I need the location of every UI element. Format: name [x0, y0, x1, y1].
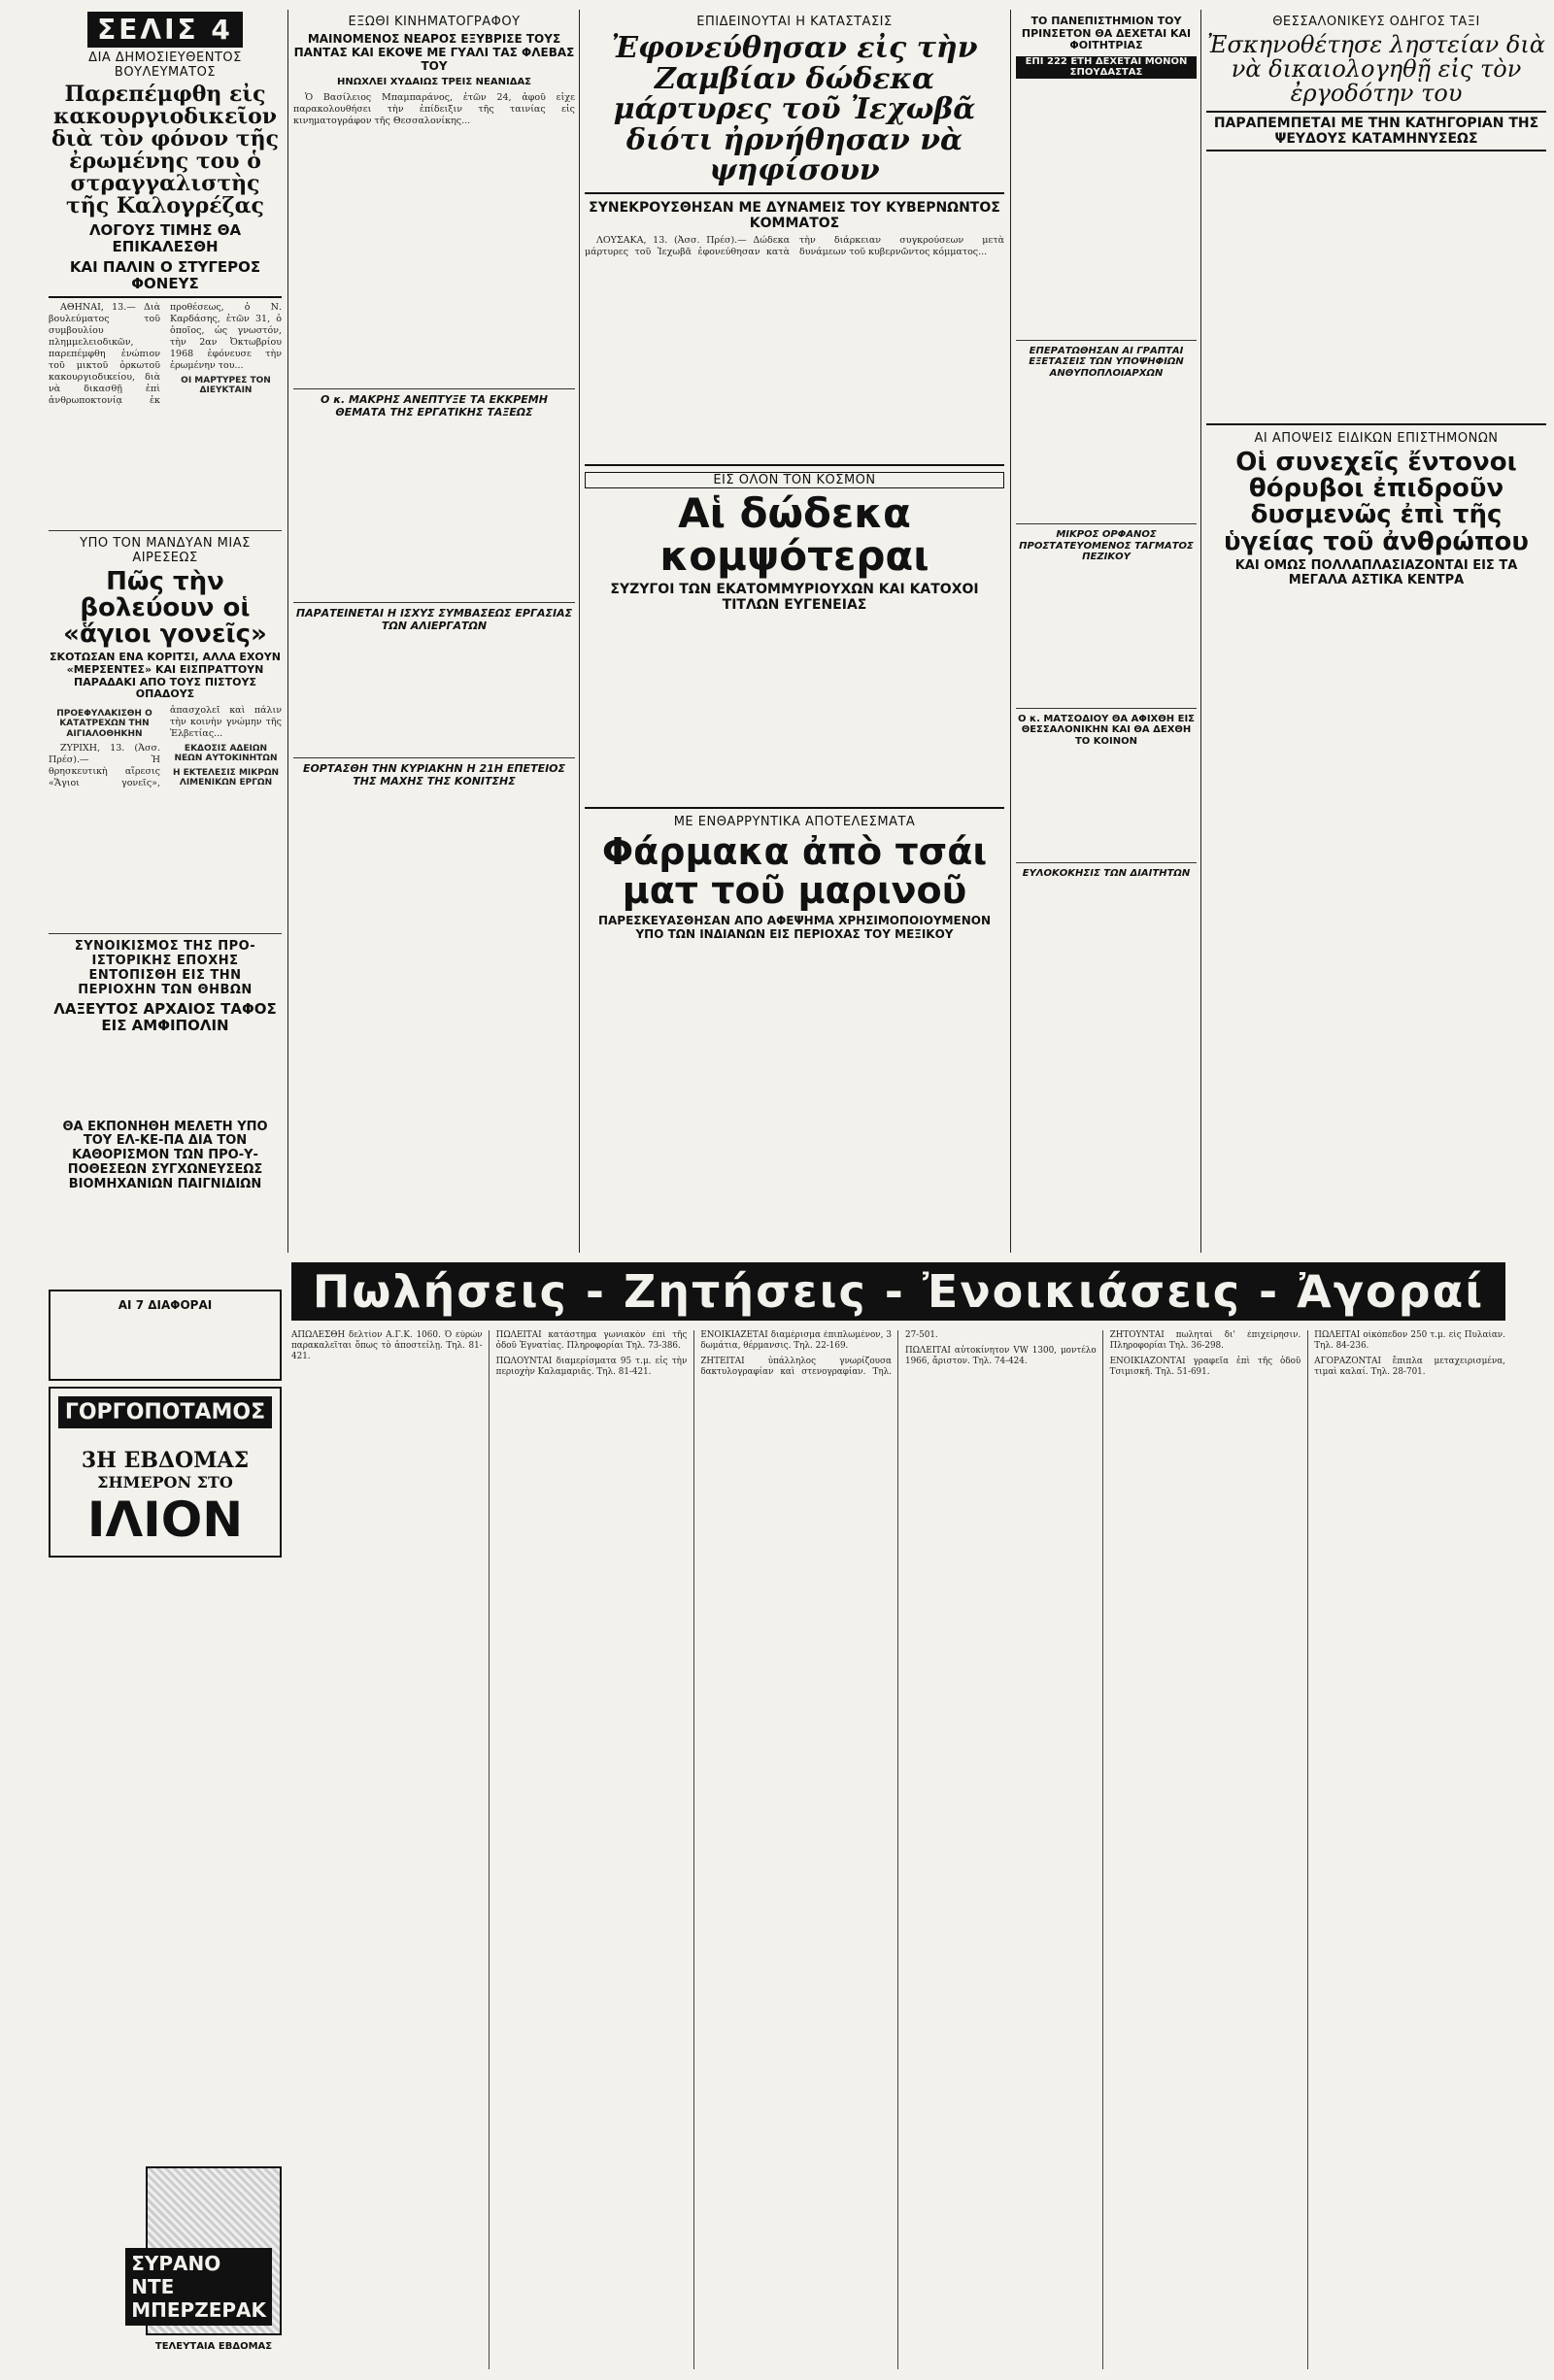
c4-a3-headline: ΜΙΚΡΟΣ ΟΡΦΑΝΟΣ ΠΡΟΣΤΑΤΕΥΟΜΕΝΟΣ ΤΑΓΜΑΤΟΣ ΠΕΖΙΚΟΥ	[1019, 529, 1194, 563]
a3-subhead: ΕΚΔΟΣΙΣ ΑΔΕΙΩΝ ΝΕΩΝ ΑΥΤΟΚΙΝΗΤΩΝ	[174, 744, 278, 764]
c5-a2-kicker: ΑΙ ΑΠΟΨΕΙΣ ΕΙΔΙΚΩΝ ΕΠΙΣΤΗΜΟΝΩΝ	[1254, 430, 1499, 446]
classifieds-section	[291, 1330, 1505, 2369]
column-1	[49, 12, 282, 2371]
cyrano-ad	[131, 2161, 282, 2352]
a2-subhead: ΣΚΟΤΩΣΑΝ ΕΝΑ ΚΟΡΙΤΣΙ, ΑΛΛΑ ΕΧΟΥΝ «ΜΕΡΣΕΝΤΕΣ» ΚΑΙ ΕΙΣΠΡΑΤΤΟΥΝ ΠΑΡΑΔΑΚΙ ΑΠΟ ΤΟΥΣ ΠΙΣΤΟΥΣ ΟΠΑΔΟΥΣ	[50, 651, 281, 701]
c3-kicker: ΕΠΙΔΕΙΝΟΥΤΑΙ Η ΚΑΤΑΣΤΑΣΙΣ	[696, 15, 893, 29]
a5-body	[49, 1196, 282, 1284]
c3-headline: Ἐφονεύθησαν εἰς τὴν Ζαμβίαν δώδεκα μάρτυρες τοῦ Ἰεχωβᾶ διότι ἠρνήθησαν νὰ ψηφίσουν	[611, 31, 978, 187]
column-4	[1016, 12, 1197, 1255]
a1-subhead: ΛΟΓΟΥΣ ΤΙΜΗΣ ΘΑ ΕΠΙΚΑΛΕΣΘΗ	[88, 220, 242, 255]
column-rule	[287, 10, 288, 1253]
classified-item: ΑΠΩΛΕΣΘΗ δελτίον Α.Γ.Κ. 1060. Ὁ εὑρών παρακαλεῖται ὅπως τὸ ἀποστείλῃ. Τηλ. 81-421.	[291, 1330, 483, 1361]
c2-a4-body	[293, 792, 575, 987]
a3-kicker: ΠΡΟΕΦΥΛΑΚΙΣΘΗ Ο ΚΑΤΑΤΡΕΧΩΝ ΤΗΝ ΑΙΓΙΑΛΟΘΗΚΗΝ	[56, 709, 152, 739]
c3-body: ΛΟΥΣΑΚΑ, 13. (Ἀσσ. Πρέσ).— Δώδεκα μάρτυρες τοῦ Ἰεχωβᾶ ἐφονεύθησαν κατὰ τὴν διάρκειαν συγκρούσεων μετὰ δυνάμεων τοῦ κυβερνῶντος κόμματος...	[585, 234, 1004, 257]
c5-a2-subhead: ΚΑΙ ΟΜΩΣ ΠΟΛΛΑΠΛΑΣΙΑΖΟΝΤΑΙ ΕΙΣ ΤΑ ΜΕΓΑΛΑ ΑΣΤΙΚΑ ΚΕΝΤΡΑ	[1234, 557, 1518, 587]
a4-kicker: ΣΥΝΟΙΚΙΣΜΟΣ ΤΗΣ ΠΡΟ-ΙΣΤΟΡΙΚΗΣ ΕΠΟΧΗΣ ΕΝΤΟΠΙΣΘΗ ΕΙΣ ΤΗΝ ΠΕΡΙΟΧΗΝ ΤΩΝ ΘΗΒΩΝ	[74, 939, 256, 998]
c5-a2-body	[1206, 592, 1546, 864]
classified-item: ΕΝΟΙΚΙΑΖΟΝΤΑΙ γραφεῖα ἐπὶ τῆς ὁδοῦ Τσιμισκῆ. Τηλ. 51-691.	[1109, 1357, 1301, 1377]
a1-subhead-2: ΚΑΙ ΠΑΛΙΝ Ο ΣΤΥΓΕΡΟΣ ΦΟΝΕΥΣ	[49, 259, 282, 298]
a5-list-box	[49, 1290, 282, 1381]
column-rule	[579, 10, 580, 1253]
column-rule	[1200, 10, 1201, 1253]
c5-body	[1206, 155, 1546, 418]
ad-title: ΓΟΡΓΟΠΟΤΑΜΟΣ	[58, 1396, 272, 1428]
cyrano-ad-image	[131, 2166, 282, 2335]
c4-headline: ΤΟ ΠΑΝΕΠΙΣΤΗΜΙΟΝ ΤΟΥ ΠΡΙΝΣΕΤΟΝ ΘΑ ΔΕΧΕΤΑΙ ΚΑΙ ΦΟΙΤΗΤΡΙΑΣ	[1021, 15, 1192, 52]
c2-kicker: ΕΞΩΘΙ ΚΙΝΗΜΑΤΟΓΡΑΦΟΥ	[348, 15, 521, 29]
a4-subhead: ΛΑΞΕΥΤΟΣ ΑΡΧΑΙΟΣ ΤΑΦΟΣ ΕΙΣ ΑΜΦΙΠΟΛΙΝ	[53, 1000, 277, 1035]
classified-item: ΖΗΤΕΙΤΑΙ ὑπάλληλος γνωρίζουσα δακτυλογραφίαν καὶ στενογραφίαν. Τηλ. 27-501.	[700, 1330, 938, 1377]
c2-a4-headline: ΕΟΡΤΑΣΘΗ ΤΗΝ ΚΥΡΙΑΚΗΝ Η 21Η ΕΠΕΤΕΙΟΣ ΤΗΣ ΜΑΧΗΣ ΤΗΣ ΚΟΝΙΤΣΗΣ	[302, 762, 566, 788]
a3-subhead-2: Η ΕΚΤΕΛΕΣΙΣ ΜΙΚΡΩΝ ΛΙΜΕΝΙΚΩΝ ΕΡΓΩΝ	[172, 767, 280, 788]
c3-subhead: ΣΥΝΕΚΡΟΥΣΘΗΣΑΝ ΜΕ ΔΥΝΑΜΕΙΣ ΤΟΥ ΚΥΒΕΡΝΩΝΤΟΣ ΚΟΜΜΑΤΟΣ	[589, 199, 1000, 231]
a2-body: ΠΡΟΕΦΥΛΑΚΙΣΘΗ Ο ΚΑΤΑΤΡΕΧΩΝ ΤΗΝ ΑΙΓΙΑΛΟΘΗΚΗΝ ΖΥΡΙΧΗ, 13. (Ἀσσ. Πρέσ).— Ἡ θρησκευτικὴ αἵρεσις «Ἅγιοι γονεῖς», ἀπασχολεῖ καὶ πάλιν τὴν κοινὴν γνώμην τῆς Ἑλβετίας... ΕΚΔΟΣΙΣ ΑΔΕΙΩΝ ΝΕΩΝ ΑΥΤΟΚΙΝΗΤΩΝ Η ΕΚΤΕΛΕΣΙΣ ΜΙΚΡΩΝ ΛΙΜΕΝΙΚΩΝ ΕΡΓΩΝ	[49, 705, 282, 789]
c4-a2-body	[1016, 383, 1197, 519]
c4-a5-body	[1016, 884, 1197, 1029]
c4-a4-headline: Ο κ. ΜΑΤΣΟΔΙΟΥ ΘΑ ΑΦΙΧΘΗ ΕΙΣ ΘΕΣΣΑΛΟΝΙΚΗΝ ΚΑΙ ΘΑ ΔΕΧΘΗ ΤΟ ΚΟΙΝΟΝ	[1017, 713, 1196, 747]
classified-item: ΕΝΟΙΚΙΑΖΕΤΑΙ διαμέρισμα ἐπιπλωμένον, 3 δωμάτια, θέρμανσις. Τηλ. 22-169.	[700, 1330, 892, 1351]
c2-a2-headline: Ο κ. ΜΑΚΡΗΣ ΑΝΕΠΤΥΞΕ ΤΑ ΕΚΚΡΕΜΗ ΘΕΜΑΤΑ ΤΗΣ ΕΡΓΑΤΙΚΗΣ ΤΑΞΕΩΣ	[321, 392, 548, 419]
c2-subhead: ΗΝΩΧΛΕΙ ΧΥΔΑΙΩΣ ΤΡΕΙΣ ΝΕΑΝΙΔΑΣ	[336, 77, 532, 88]
c2-headline: ΜΑΙΝΟΜΕΝΟΣ ΝΕΑΡΟΣ ΕΞΥΒΡΙΣΕ ΤΟΥΣ ΠΑΝΤΑΣ ΚΑΙ ΕΚΟΨΕ ΜΕ ΓΥΑΛΙ ΤΑΣ ΦΛΕΒΑΣ ΤΟΥ	[293, 32, 575, 73]
c3-a2-body	[585, 617, 1004, 801]
a4-body	[49, 1039, 282, 1117]
c4-subhead: ΕΠΙ 222 ΕΤΗ ΔΕΧΕΤΑΙ ΜΟΝΟΝ ΣΠΟΥΔΑΣΤΑΣ	[1016, 56, 1197, 79]
a1-kicker: ΔΙΑ ΔΗΜΟΣΙΕΥΘΕΝΤΟΣ ΒΟΥΛΕΥΜΑΤΟΣ	[88, 50, 242, 80]
c3-a3-subhead: ΠΑΡΕΣΚΕΥΑΣΘΗΣΑΝ ΑΠΟ ΑΦΕΨΗΜΑ ΧΡΗΣΙΜΟΠΟΙΟΥΜΕΝΟΝ ΥΠΟ ΤΩΝ ΙΝΔΙΑΝΩΝ ΕΙΣ ΠΕΡΙΟΧΑΣ ΤΟΥ ΜΕΞΙΚΟΥ	[597, 913, 992, 941]
c4-a2-headline: ΕΠΕΡΑΤΩΘΗΣΑΝ ΑΙ ΓΡΑΠΤΑΙ ΕΞΕΤΑΣΕΙΣ ΤΩΝ ΥΠΟΨΗΦΙΩΝ ΑΝΘΥΠΟΠΛΟΙΑΡΧΩΝ	[1029, 345, 1184, 379]
c4-a4-body	[1016, 751, 1197, 857]
column-3	[585, 12, 1004, 1255]
c2-a2-body	[293, 422, 575, 597]
page-tag: ΣΕΛΙΣ 4	[87, 12, 243, 48]
a1-headline: Παρεπέμφθη εἰς κακουργιοδικεῖον διὰ τὸν φόνον τῆς ἐρωμένης του ὁ στραγγαλιστὴς τῆς Καλογρέζας	[51, 82, 279, 219]
c4-a5-headline: ΕΥΛΟΚΟΚΗΣΙΣ ΤΩΝ ΔΙΑΙΤΗΤΩΝ	[1022, 868, 1191, 880]
a1-subhead-3: ΟΙ ΜΑΡΤΥΡΕΣ ΤΟΝ ΔΙΕΥΚΤΑΙΝ	[181, 375, 271, 395]
c3-a2-kicker: ΕΙΣ ΟΛΟΝ ΤΟΝ ΚΟΣΜΟΝ	[585, 472, 1004, 488]
c3-a3-headline: Φάρμακα ἀπὸ τσάι ματ τοῦ μαρινοῦ	[601, 830, 988, 912]
c5-headline: Ἐσκηνοθέτησε ληστείαν διὰ νὰ δικαιολογηθῇ εἰς τὸν ἐργοδότην του	[1207, 31, 1545, 108]
a2-headline: Πῶς τὴν βολεύουν οἱ «ἅγιοι γονεῖς»	[63, 566, 267, 650]
c4-body	[1016, 83, 1197, 335]
classified-item: ΑΓΟΡΑΖΟΝΤΑΙ ἔπιπλα μεταχειρισμένα, τιμαὶ καλαί. Τηλ. 28-701.	[1314, 1357, 1505, 1377]
ad-today: ΣΗΜΕΡΟΝ ΣΤΟ	[97, 1473, 233, 1492]
classifieds-banner: Πωλήσεις - Ζητήσεις - Ἐνοικιάσεις - Ἀγοραί	[291, 1262, 1505, 1321]
c2-a3-headline: ΠΑΡΑΤΕΙΝΕΤΑΙ Η ΙΣΧΥΣ ΣΥΜΒΑΣΕΩΣ ΕΡΓΑΣΙΑΣ ΤΩΝ ΑΛΙΕΡΓΑΤΩΝ	[295, 607, 573, 632]
c2-a3-body	[293, 636, 575, 753]
a2-kicker: ΥΠΟ ΤΟΝ ΜΑΝΔΥΑΝ ΜΙΑΣ ΑΙΡΕΣΕΩΣ	[80, 535, 251, 565]
ad-week: 3Η ΕΒΔΟΜΑΣ	[81, 1448, 250, 1473]
c3-a2-headline: Αἱ δώδεκα κομψότεραι	[659, 488, 929, 580]
a1-body: ΑΘΗΝΑΙ, 13.— Διὰ βουλεύματος τοῦ συμβουλίου πλημμελειοδικῶν, παρεπέμφθη ἐνώπιον τοῦ μικτοῦ ὁρκωτοῦ κακουργιοδικείου, διὰ νὰ δικασθῇ ἐπὶ ἀνθρωποκτονίᾳ ἐκ προθέσεως, ὁ Ν. Καρδάσης, ἐτῶν 31, ὁ ὁποῖος, ὡς γνωστόν, τὴν 2αν Ὀκτωβρίου 1968 ἐφόνευσε τὴν ἐρωμένην του... ΟΙ ΜΑΡΤΥΡΕΣ ΤΟΝ ΔΙΕΥΚΤΑΙΝ	[49, 301, 282, 406]
cyrano-ad-sub: ΤΕΛΕΥΤΑΙΑ ΕΒΔΟΜΑΣ	[154, 2341, 273, 2352]
classified-item: ΠΩΛΕΙΤΑΙ κατάστημα γωνιακὸν ἐπὶ τῆς ὁδοῦ Ἐγνατίας. Πληροφορίαι Τηλ. 73-386.	[495, 1330, 688, 1351]
c3-a3-body	[585, 945, 1004, 1090]
classified-item: ΖΗΤΟΥΝΤΑΙ πωληταὶ δι' ἐπιχείρησιν. Πληροφορίαι Τηλ. 36-298.	[1109, 1330, 1301, 1351]
column-2	[293, 12, 575, 1255]
cyrano-ad-title: ΣΥΡΑΝΟ ΝΤΕ ΜΠΕΡΖΕΡΑΚ	[125, 2248, 272, 2326]
c3-a2-subhead: ΣΥΖΥΓΟΙ ΤΩΝ ΕΚΑΤΟΜΜΥΡΙΟΥΧΩΝ ΚΑΙ ΚΑΤΟΧΟΙ ΤΙΤΛΩΝ ΕΥΓΕΝΕΙΑΣ	[610, 581, 979, 613]
c2-body: Ὁ Βασίλειος Μπαμπαράνος, ἐτῶν 24, ἀφοῦ εἶχε παρακολουθήσει τὴν ἐπίδειξιν τῆς ταινίας εἰς κινηματογράφον τῆς Θεσσαλονίκης...	[293, 91, 575, 126]
column-rule	[1010, 10, 1011, 1253]
classified-item: ΠΩΛΕΙΤΑΙ αὐτοκίνητον VW 1300, μοντέλο 1966, ἄριστον. Τηλ. 74-424.	[904, 1346, 1097, 1366]
ad-cinema: ΙΛΙΟΝ	[86, 1492, 244, 1548]
c3-a3-kicker: ΜΕ ΕΝΘΑΡΡΥΝΤΙΚΑ ΑΠΟΤΕΛΕΣΜΑΤΑ	[673, 815, 916, 830]
c4-a3-body	[1016, 567, 1197, 703]
a5-list-title: ΑΙ 7 ΔΙΑΦΟΡΑΙ	[118, 1298, 213, 1313]
a5-headline: ΘΑ ΕΚΠΟΝΗΘΗ ΜΕΛΕΤΗ ΥΠΟ ΤΟΥ ΕΛ-ΚΕ-ΠΑ ΔΙΑ ΤΟΝ ΚΑΘΟΡΙΣΜΟΝ ΤΩΝ ΠΡΟ-Υ-ΠΟΘΕΣΕΩΝ ΣΥΓΧΩΝΕΥΣΕΩΣ ΒΙΟΜΗΧΑΝΙΩΝ ΠΑΙΓΝΙΔΙΩΝ	[62, 1119, 268, 1192]
c5-subhead: ΠΑΡΑΠΕΜΠΕΤΑΙ ΜΕ ΤΗΝ ΚΑΤΗΓΟΡΙΑΝ ΤΗΣ ΨΕΥΔΟΥΣ ΚΑΤΑΜΗΝΥΣΕΩΣ	[1206, 111, 1546, 151]
cinema-ad	[49, 1387, 282, 1558]
c5-a2-headline: Οἱ συνεχεῖς ἔντονοι θόρυβοι ἐπιδροῦν δυσμενῶς ἐπὶ τῆς ὑγείας τοῦ ἀνθρώπου	[1224, 447, 1529, 556]
c5-kicker: ΘΕΣΣΑΛΟΝΙΚΕΥΣ ΟΔΗΓΟΣ ΤΑΞΙ	[1272, 15, 1480, 29]
classified-item: ΠΩΛΟΥΝΤΑΙ διαμερίσματα 95 τ.μ. εἰς τὴν περιοχὴν Καλαμαριᾶς. Τηλ. 81-421.	[495, 1357, 688, 1377]
classified-item: ΠΩΛΕΙΤΑΙ οἰκόπεδον 250 τ.μ. εἰς Πυλαίαν. Τηλ. 84-236.	[1314, 1330, 1505, 1351]
